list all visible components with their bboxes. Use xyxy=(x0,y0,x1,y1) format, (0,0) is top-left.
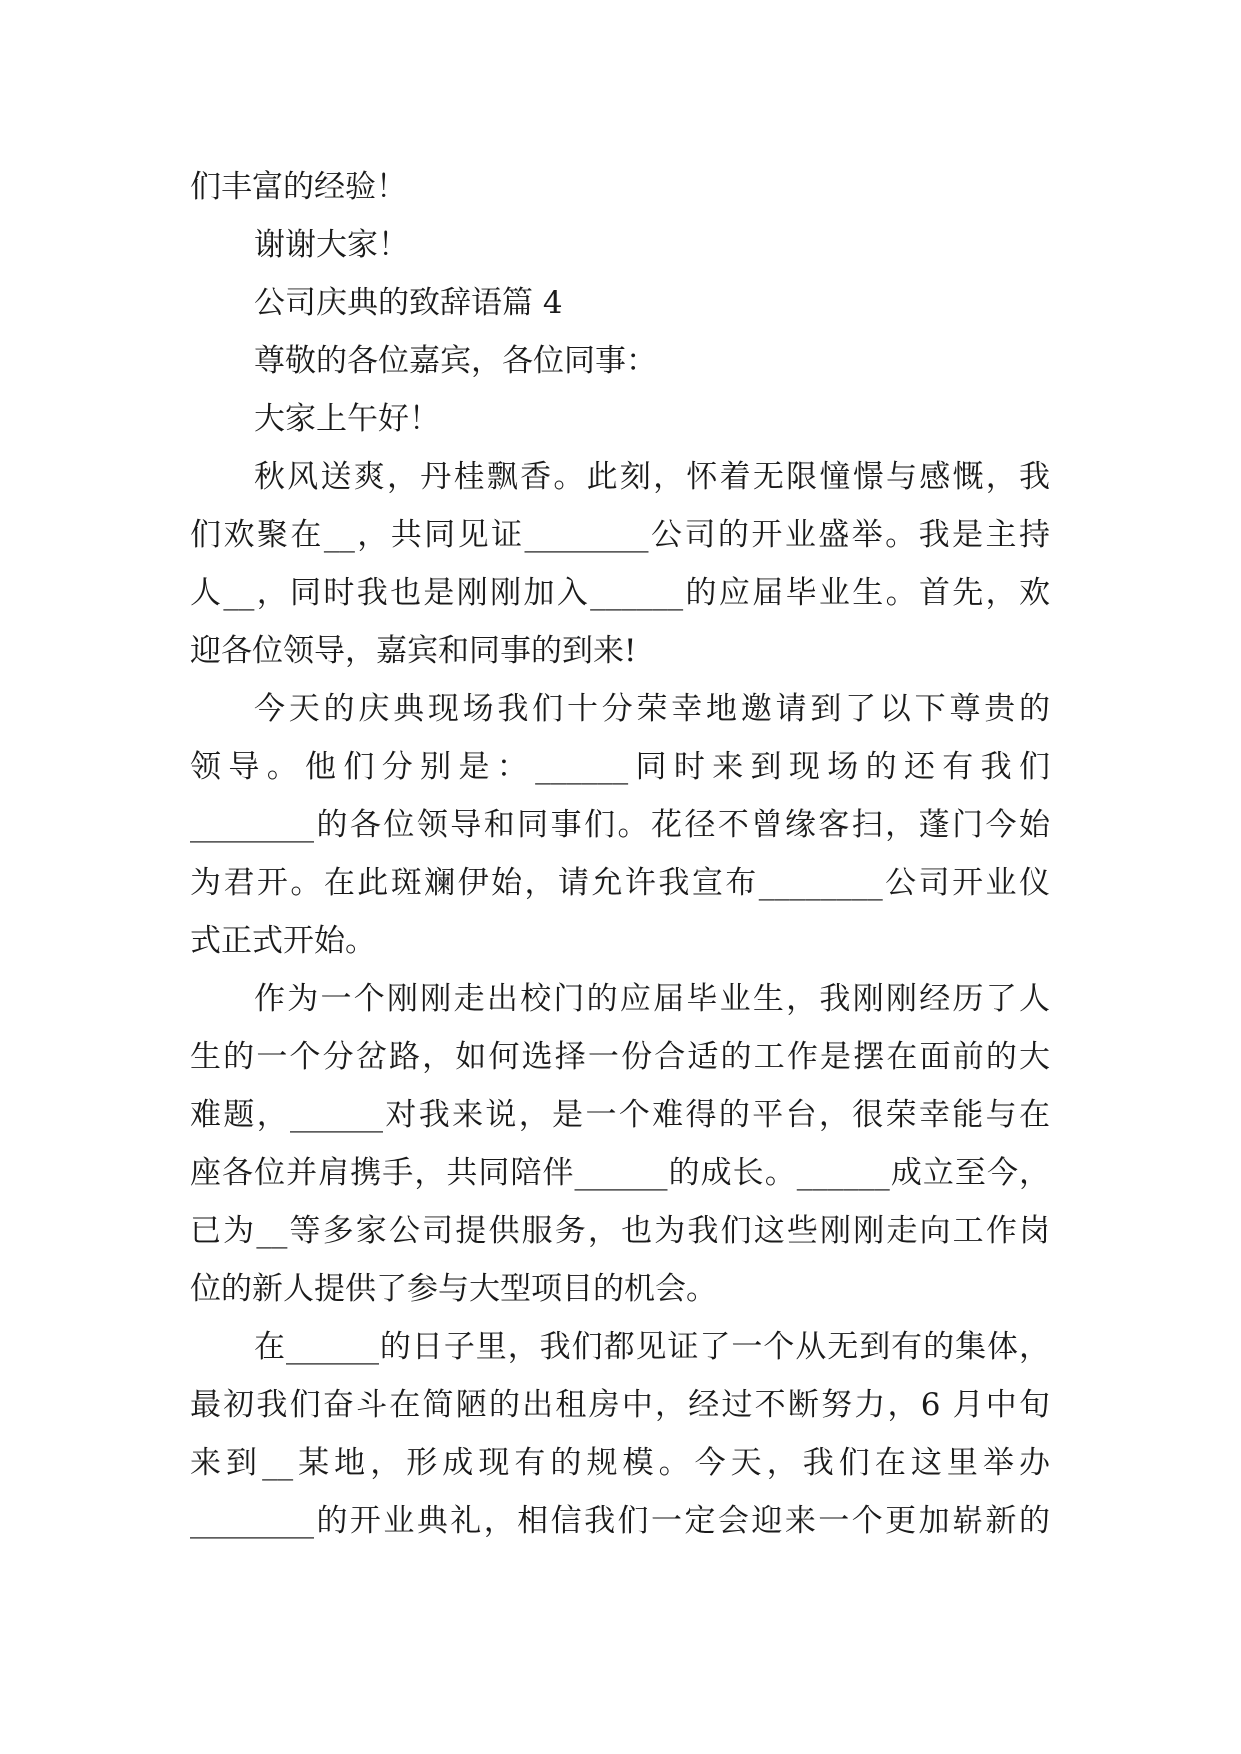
text-line: 们丰富的经验！ xyxy=(190,169,407,205)
salutation: 尊敬的各位嘉宾，各位同事： xyxy=(254,343,657,379)
text-line: 人__，同时我也是刚刚加入______的应届毕业生。首先，欢 xyxy=(190,575,1050,611)
text-line: 生的一个分岔路，如何选择一份合适的工作是摆在面前的大 xyxy=(190,1039,1050,1075)
text-line: ________的开业典礼，相信我们一定会迎来一个更加崭新的 xyxy=(190,1503,1050,1539)
text-line: 迎各位领导，嘉宾和同事的到来! xyxy=(190,633,637,669)
text-line: 最初我们奋斗在简陋的出租房中，经过不断努力，6 月中旬 xyxy=(190,1387,1050,1423)
text-line: 在______的日子里，我们都见证了一个从无到有的集体， xyxy=(254,1329,1050,1365)
text-line: 式正式开始。 xyxy=(190,923,376,959)
text-line: 为君开。在此斑斓伊始，请允许我宣布________公司开业仪 xyxy=(190,865,1050,901)
text-line: 位的新人提供了参与大型项目的机会。 xyxy=(190,1271,717,1307)
text-line: 今天的庆典现场我们十分荣幸地邀请到了以下尊贵的 xyxy=(254,691,1050,727)
section-heading: 公司庆典的致辞语篇 4 xyxy=(254,285,563,321)
greeting: 大家上午好！ xyxy=(254,401,440,437)
text-line: 来到__某地，形成现有的规模。今天，我们在这里举办 xyxy=(190,1445,1050,1481)
text-line: ________的各位领导和同事们。花径不曾缘客扫，蓬门今始 xyxy=(190,807,1050,843)
document-body xyxy=(190,158,1050,1550)
text-line: 秋风送爽，丹桂飘香。此刻，怀着无限憧憬与感慨，我 xyxy=(254,459,1050,495)
text-line: 座各位并肩携手，共同陪伴______的成长。______成立至今， xyxy=(190,1155,1050,1191)
text-line: 难题，______对我来说，是一个难得的平台，很荣幸能与在 xyxy=(190,1097,1050,1133)
text-line: 领导。他们分别是：______同时来到现场的还有我们 xyxy=(190,749,1050,785)
text-line: 已为__等多家公司提供服务，也为我们这些刚刚走向工作岗 xyxy=(190,1213,1050,1249)
text-line: 作为一个刚刚走出校门的应届毕业生，我刚刚经历了人 xyxy=(254,981,1050,1017)
text-line: 们欢聚在__，共同见证________公司的开业盛举。我是主持 xyxy=(190,517,1050,553)
text-line: 谢谢大家！ xyxy=(254,227,409,263)
